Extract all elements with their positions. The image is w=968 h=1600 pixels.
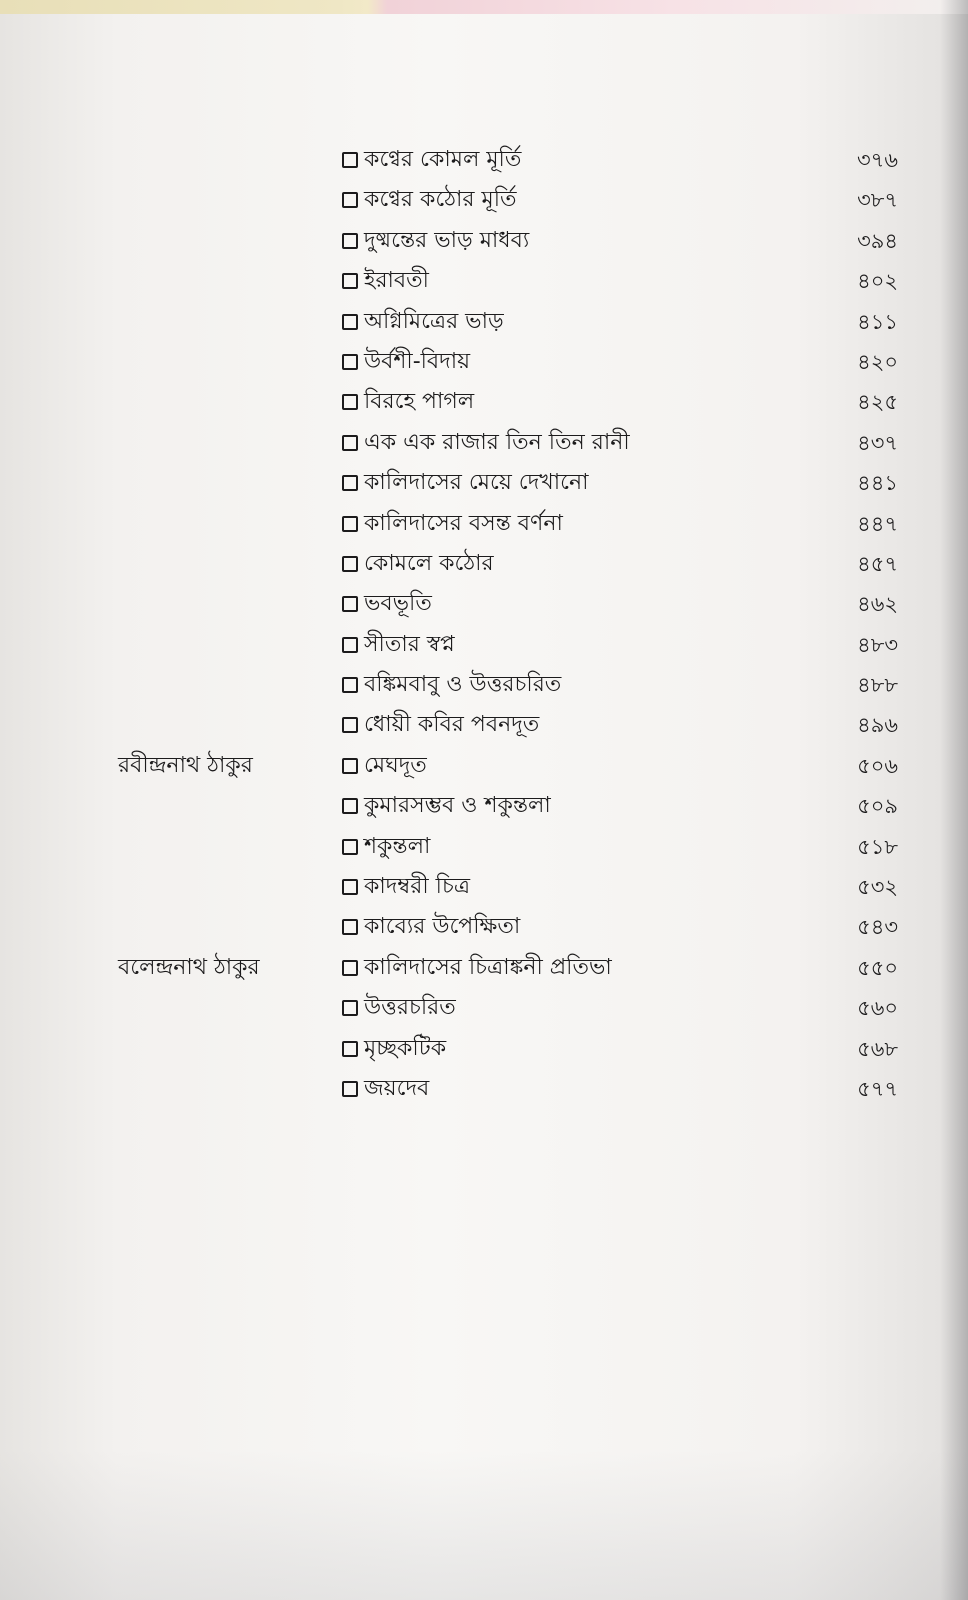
entry-title: বিরহে পাগল — [364, 389, 475, 415]
checkbox-icon — [342, 798, 358, 814]
toc-row — [0, 705, 968, 745]
entry-title: অগ্নিমিত্রের ভাড় — [364, 308, 504, 334]
toc-row — [0, 382, 968, 422]
page-number: ৫০৬ — [857, 753, 898, 778]
checkbox-icon — [342, 394, 358, 410]
page-number: ৫১৮ — [857, 834, 898, 859]
entry-title: মৃচ্ছকটিক — [364, 1035, 447, 1061]
entry-title: মেঘদূত — [364, 752, 427, 778]
checkbox-icon — [342, 637, 358, 653]
entry-title: জয়দেব — [364, 1075, 430, 1101]
toc-entry — [342, 631, 455, 659]
toc-entry — [342, 711, 539, 739]
page-number: ৫৪৩ — [857, 915, 898, 940]
toc-row — [0, 988, 968, 1028]
page-number: ৫৫০ — [857, 955, 898, 980]
entry-title: ভবভূতি — [364, 591, 432, 617]
checkbox-icon — [342, 717, 358, 733]
checkbox-icon — [342, 919, 358, 935]
entry-title: কোমলে কঠোর — [364, 550, 494, 576]
checkbox-icon — [342, 233, 358, 249]
toc-row — [0, 907, 968, 947]
toc-row — [0, 342, 968, 382]
toc-row — [0, 948, 968, 988]
page-number: ৪৪১ — [857, 471, 898, 496]
checkbox-icon — [342, 677, 358, 693]
checkbox-icon — [342, 314, 358, 330]
toc-row — [0, 221, 968, 261]
toc-entry — [342, 590, 432, 618]
entry-title: ইরাবতী — [364, 268, 429, 294]
table-of-contents — [0, 140, 968, 1109]
toc-row — [0, 786, 968, 826]
page-number: ৫৬৮ — [857, 1036, 898, 1061]
page-number: ৫৭৭ — [857, 1076, 898, 1101]
page-number: ৪৮৩ — [857, 632, 898, 657]
toc-row — [0, 302, 968, 342]
toc-entry — [342, 510, 563, 538]
page-number: ৪৫৭ — [857, 551, 898, 576]
toc-entry — [342, 1035, 446, 1063]
toc-entry — [342, 954, 612, 982]
page-number: ৪১১ — [857, 309, 898, 334]
page-number: ৪৪৭ — [857, 511, 898, 536]
entry-title: কুমারসম্ভব ও শকুন্তলা — [364, 793, 551, 819]
page-number: ৪২৫ — [857, 390, 898, 415]
page-number: ৩৭৬ — [857, 148, 898, 172]
page-number: ৩৯৪ — [857, 228, 898, 253]
author-name: বলেন্দ্রনাথ ঠাকুর — [118, 954, 260, 980]
entry-title: কালিদাসের বসন্ত বর্ণনা — [364, 510, 563, 536]
entry-title: কণ্বের কোমল মূর্তি — [364, 147, 522, 172]
checkbox-icon — [342, 839, 358, 855]
entry-title: কালিদাসের চিত্রাঙ্কনী প্রতিভা — [364, 954, 612, 980]
page-number: ৫০৯ — [857, 794, 898, 819]
checkbox-icon — [342, 879, 358, 895]
entry-title: কাদম্বরী চিত্র — [364, 874, 471, 900]
checkbox-icon — [342, 960, 358, 976]
checkbox-icon — [342, 758, 358, 774]
entry-title: উত্তরচরিত — [364, 995, 456, 1021]
entry-title: কণ্বের কঠোর মূর্তি — [364, 187, 517, 213]
checkbox-icon — [342, 435, 358, 451]
checkbox-icon — [342, 475, 358, 491]
checkbox-icon — [342, 354, 358, 370]
toc-entry — [342, 550, 494, 578]
checkbox-icon — [342, 596, 358, 612]
toc-row — [0, 867, 968, 907]
toc-row — [0, 180, 968, 220]
toc-row — [0, 584, 968, 624]
page-bottom-shadow — [0, 1450, 968, 1600]
page-number: ৪৩৭ — [857, 430, 898, 455]
entry-title: ধোয়ী কবির পবনদূত — [364, 712, 540, 738]
toc-entry — [342, 186, 517, 214]
toc-row — [0, 261, 968, 301]
checkbox-icon — [342, 192, 358, 208]
toc-entry — [342, 227, 529, 255]
entry-title: কালিদাসের মেয়ে দেখানো — [364, 470, 589, 496]
checkbox-icon — [342, 516, 358, 532]
toc-entry — [342, 792, 551, 820]
toc-entry — [342, 873, 470, 901]
toc-row — [0, 140, 968, 180]
author-name: রবীন্দ্রনাথ ঠাকুর — [118, 752, 253, 778]
page-right-shadow — [940, 0, 968, 1600]
entry-title: কাব্যের উপেক্ষিতা — [364, 914, 521, 940]
page-number: ৪৬২ — [857, 592, 898, 617]
toc-entry — [342, 994, 456, 1022]
page-top-edge — [0, 0, 968, 14]
toc-row — [0, 665, 968, 705]
checkbox-icon — [342, 1081, 358, 1097]
toc-row — [0, 463, 968, 503]
page-number: ৪০২ — [857, 269, 898, 294]
toc-row — [0, 544, 968, 584]
entry-title: এক এক রাজার তিন তিন রানী — [364, 429, 630, 455]
entry-title: উর্বশী-বিদায় — [364, 348, 471, 374]
toc-entry — [342, 752, 427, 780]
checkbox-icon — [342, 556, 358, 572]
toc-row — [0, 423, 968, 463]
page-number: ৫৩২ — [857, 875, 898, 900]
toc-entry — [342, 671, 561, 699]
toc-row — [0, 1069, 968, 1109]
checkbox-icon — [342, 273, 358, 289]
toc-entry — [342, 1075, 429, 1103]
checkbox-icon — [342, 1041, 358, 1057]
checkbox-icon — [342, 1000, 358, 1016]
toc-entry — [342, 429, 630, 457]
page-number: ৩৮৭ — [857, 188, 898, 213]
checkbox-icon — [342, 152, 358, 168]
toc-entry — [342, 267, 429, 295]
toc-row — [0, 625, 968, 665]
page-number: ৫৬০ — [857, 996, 898, 1021]
toc-entry — [342, 913, 520, 941]
toc-row — [0, 827, 968, 867]
entry-title: সীতার স্বপ্ন — [364, 631, 455, 657]
page-number: ৪৮৮ — [857, 673, 898, 698]
page-number: ৪৯৬ — [857, 713, 898, 738]
entry-title: বঙ্কিমবাবু ও উত্তরচরিত — [364, 672, 562, 698]
entry-title: দুষ্মন্তের ভাড় মাধব্য — [364, 227, 530, 253]
toc-entry — [342, 833, 430, 861]
entry-title: শকুন্তলা — [364, 833, 431, 859]
toc-entry — [342, 469, 588, 497]
toc-entry — [342, 146, 521, 174]
toc-row — [0, 1029, 968, 1069]
toc-entry — [342, 308, 504, 336]
toc-row — [0, 746, 968, 786]
toc-row — [0, 504, 968, 544]
toc-entry — [342, 388, 474, 416]
toc-entry — [342, 348, 470, 376]
page-number: ৪২০ — [857, 349, 898, 374]
